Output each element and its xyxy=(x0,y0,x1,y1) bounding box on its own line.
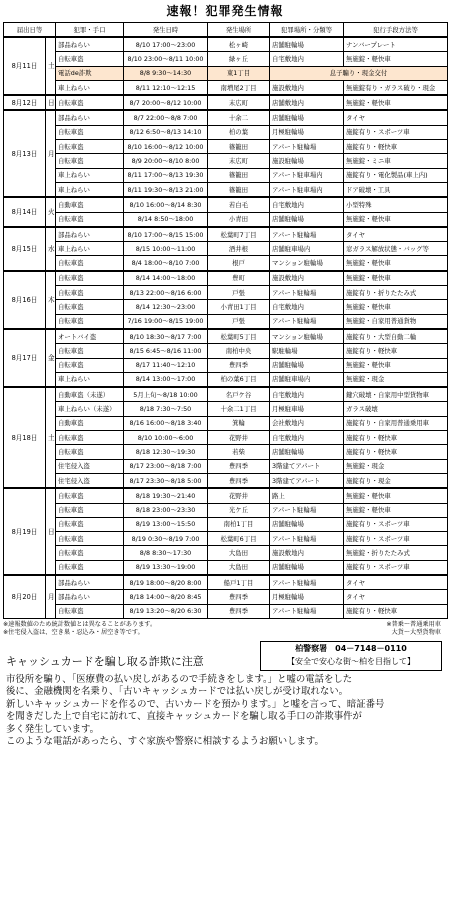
location-type-cell: マンション駐輪場 xyxy=(270,329,344,344)
weekday-cell: 土 xyxy=(46,387,56,488)
place-cell: 大島田 xyxy=(208,560,270,575)
time-cell: 8/14 13:00～17:00 xyxy=(124,372,208,387)
time-cell: 8/15 10:00～11:00 xyxy=(124,242,208,256)
method-cell: ナンバープレート xyxy=(344,37,448,52)
time-cell: 8/14 12:30～23:00 xyxy=(124,300,208,314)
table-row xyxy=(4,242,448,256)
crime-cell: 自転車盗 xyxy=(56,604,124,618)
place-cell: 緑ヶ丘 xyxy=(208,52,270,66)
table-row xyxy=(4,416,448,430)
location-type-cell: 店舗駐輪場 xyxy=(270,212,344,227)
method-cell: 無施錠・軽快車 xyxy=(344,256,448,271)
date-cell: 8月20日 xyxy=(4,575,46,618)
table-row xyxy=(4,503,448,517)
scam-title: キャッシュカードを騙し取る詐欺に注意 xyxy=(6,654,204,668)
crime-cell: 部品ねらい xyxy=(56,575,124,590)
place-cell: 豊四季 xyxy=(208,358,270,372)
table-row xyxy=(4,52,448,66)
table-row xyxy=(4,212,448,227)
time-cell: 8/19 13:00～15:50 xyxy=(124,517,208,531)
table-row xyxy=(4,358,448,372)
crime-cell: 自転車盗 xyxy=(56,488,124,503)
location-type-cell: 店舗駐車場内 xyxy=(270,242,344,256)
time-cell: 8/17 11:40～12:10 xyxy=(124,358,208,372)
location-type-cell: 施設敷地内 xyxy=(270,546,344,560)
note-abbrev-line: ※普乗～普通乗用車 xyxy=(386,620,441,628)
place-cell: 小青田1丁目 xyxy=(208,300,270,314)
place-cell: 十余二 xyxy=(208,110,270,125)
table-row xyxy=(4,488,448,503)
table-row xyxy=(4,95,448,110)
table-row xyxy=(4,590,448,604)
crime-cell: 自転車盗 xyxy=(56,212,124,227)
method-cell: 無施錠・現金 xyxy=(344,372,448,387)
location-type-cell: 月極駐輪場 xyxy=(270,590,344,604)
time-cell: 8/13 22:00～8/16 6:00 xyxy=(124,286,208,300)
method-cell: 無施錠・軽快車 xyxy=(344,212,448,227)
crime-cell: 部品ねらい xyxy=(56,590,124,604)
method-cell: タイヤ xyxy=(344,227,448,242)
weekday-cell: 日 xyxy=(46,488,56,575)
crime-table xyxy=(3,22,448,619)
time-cell: 8/8 8:30～17:30 xyxy=(124,546,208,560)
method-cell: 無施錠・軽快車 xyxy=(344,300,448,314)
table-row xyxy=(4,402,448,416)
crime-cell: 自動車盗 xyxy=(56,416,124,430)
place-cell: 光ケ丘 xyxy=(208,503,270,517)
date-cell: 8月18日 xyxy=(4,387,46,488)
place-cell: 末広町 xyxy=(208,95,270,110)
crime-cell: 自転車盗 xyxy=(56,431,124,445)
date-cell: 8月14日 xyxy=(4,197,46,227)
location-type-cell: アパート駐車場内 xyxy=(270,168,344,182)
weekday-cell: 火 xyxy=(46,197,56,227)
place-cell: 豊四季 xyxy=(208,459,270,473)
location-type-cell: アパート駐輪場 xyxy=(270,314,344,329)
method-cell: 施錠有り・軽快車 xyxy=(344,344,448,358)
location-type-cell: 施設敷地内 xyxy=(270,80,344,95)
place-cell: 戸張 xyxy=(208,314,270,329)
weekday-cell: 日 xyxy=(46,95,56,110)
place-cell: 花野井 xyxy=(208,431,270,445)
table-row xyxy=(4,387,448,402)
time-cell: 8/16 16:00～8/18 3:40 xyxy=(124,416,208,430)
crime-cell: 自転車盗 xyxy=(56,52,124,66)
crime-cell: 自転車盗 xyxy=(56,300,124,314)
location-type-cell: アパート駐車場内 xyxy=(270,182,344,197)
time-cell: 8/19 0:30～8/19 7:00 xyxy=(124,532,208,546)
place-cell: 豊四季 xyxy=(208,473,270,488)
crime-cell: 自転車盗 xyxy=(56,95,124,110)
crime-cell: 車上ねらい xyxy=(56,372,124,387)
place-cell: 南柏中央 xyxy=(208,344,270,358)
place-cell: 若柴 xyxy=(208,445,270,459)
place-cell: 豊町 xyxy=(208,271,270,286)
header-date: 届出日等 xyxy=(4,23,56,38)
crime-cell: 自転車盗 xyxy=(56,358,124,372)
table-row xyxy=(4,575,448,590)
police-contact: 柏警察署 04－7148－0110 xyxy=(295,643,407,653)
table-body xyxy=(4,37,448,618)
time-cell: 8/10 17:00～8/15 15:00 xyxy=(124,227,208,242)
header-place: 発生場所 xyxy=(208,23,270,38)
method-cell: ガラス破壊 xyxy=(344,402,448,416)
crime-cell: 自転車盗 xyxy=(56,154,124,168)
time-cell: 8/8 9:30～14:30 xyxy=(124,66,208,80)
weekday-cell: 土 xyxy=(46,37,56,95)
police-box xyxy=(260,641,442,671)
crime-cell: 自動車盗 xyxy=(56,197,124,212)
table-row xyxy=(4,604,448,618)
table-row xyxy=(4,445,448,459)
time-cell: 8/14 14:00～18:00 xyxy=(124,271,208,286)
time-cell: 8/19 13:20～8/20 6:30 xyxy=(124,604,208,618)
scam-body xyxy=(6,674,444,749)
scam-body-line: 新しいキャッシュカードを作るので、古いカードを預かります。」と嘘を言って、暗証番号 xyxy=(6,698,385,710)
method-cell: 無施錠・軽快車 xyxy=(344,52,448,66)
crime-cell: 自転車盗 xyxy=(56,314,124,329)
location-type-cell: 店舗駐車場内 xyxy=(270,372,344,387)
method-cell: 施錠有り・電化製品(車上内) xyxy=(344,168,448,182)
crime-cell: 自動車盗（未遂） xyxy=(56,387,124,402)
scam-body-line: を聞きだした上で自宅に訪れて、直接キャッシュカードを騙し取る手口の詐欺事件が xyxy=(6,711,362,723)
table-row xyxy=(4,329,448,344)
place-cell: 船戸1丁目 xyxy=(208,575,270,590)
location-type-cell: 自宅敷地内 xyxy=(270,431,344,445)
location-type-cell: 店舗駐輪場 xyxy=(270,517,344,531)
location-type-cell: 自宅敷地内 xyxy=(270,387,344,402)
note-abbrev-line: 大貨～大型貨物車 xyxy=(391,628,441,636)
method-cell: 施錠有り・スポーツ車 xyxy=(344,125,448,139)
location-type-cell: 施設駐輪場 xyxy=(270,154,344,168)
crime-cell: 住宅侵入盗 xyxy=(56,459,124,473)
crime-cell: 電話de詐欺 xyxy=(56,66,124,80)
time-cell: 8/7 22:00～8/8 7:00 xyxy=(124,110,208,125)
method-cell: 窓ガラス解放状態・バッグ等 xyxy=(344,242,448,256)
table-row xyxy=(4,140,448,154)
date-cell: 8月17日 xyxy=(4,329,46,387)
time-cell: 8/18 19:30～21:40 xyxy=(124,488,208,503)
location-type-cell: 店舗駐輪場 xyxy=(270,358,344,372)
time-cell: 8/10 17:00～23:00 xyxy=(124,37,208,52)
place-cell: 豊四季 xyxy=(208,590,270,604)
table-row xyxy=(4,517,448,531)
location-type-cell: 施設敷地内 xyxy=(270,271,344,286)
table-row xyxy=(4,80,448,95)
method-cell: 施錠有り・スポーツ車 xyxy=(344,560,448,575)
method-cell: 無施錠・現金 xyxy=(344,459,448,473)
page-title: 速報！犯罪発生情報 xyxy=(166,4,284,18)
place-cell: 南増尾2丁目 xyxy=(208,80,270,95)
scam-body-line: 多く発生しています。 xyxy=(6,723,99,735)
place-cell: 篠籠田 xyxy=(208,168,270,182)
table-row xyxy=(4,182,448,197)
place-cell: 東1丁目 xyxy=(208,66,270,80)
crime-cell: 車上ねらい xyxy=(56,182,124,197)
place-cell: 酒井根 xyxy=(208,242,270,256)
crime-cell: 車上ねらい xyxy=(56,242,124,256)
table-row xyxy=(4,125,448,139)
location-type-cell: 店舗駐輪場 xyxy=(270,110,344,125)
scam-body-line: 後に、金融機関を名乗り、「古いキャッシュカードでは払い戻しが受け取れない。 xyxy=(6,686,348,698)
method-cell: ドア破壊・工具 xyxy=(344,182,448,197)
location-type-cell: アパート駐輪場 xyxy=(270,227,344,242)
table-row xyxy=(4,168,448,182)
crime-cell: 自転車盗 xyxy=(56,503,124,517)
place-cell: 豊四季 xyxy=(208,604,270,618)
location-type-cell: アパート駐輪場 xyxy=(270,286,344,300)
time-cell: 8/14 8:50～18:00 xyxy=(124,212,208,227)
crime-cell: 自転車盗 xyxy=(56,140,124,154)
place-cell: 大島田 xyxy=(208,546,270,560)
method-cell: 施錠有り・大型自動二輪 xyxy=(344,329,448,344)
method-cell: 施錠有り・軽快車 xyxy=(344,604,448,618)
header-method: 犯行手段方法等 xyxy=(344,23,448,38)
weekday-cell: 金 xyxy=(46,329,56,387)
weekday-cell: 月 xyxy=(46,110,56,197)
method-cell: 施錠有り・自家用普通乗用車 xyxy=(344,416,448,430)
method-cell: 無施錠・軽快車 xyxy=(344,95,448,110)
location-type-cell: 会社敷地内 xyxy=(270,416,344,430)
place-cell: 小青田 xyxy=(208,212,270,227)
scam-body-line: このような電話があったら、すぐ家族や警察に相談するようお願いします。 xyxy=(6,736,324,748)
weekday-cell: 木 xyxy=(46,271,56,329)
table-row xyxy=(4,271,448,286)
place-cell: 松葉町7丁目 xyxy=(208,227,270,242)
table-row xyxy=(4,110,448,125)
time-cell: 8/11 12:10～12:15 xyxy=(124,80,208,95)
time-cell: 8/10 16:00～8/14 8:30 xyxy=(124,197,208,212)
date-cell: 8月12日 xyxy=(4,95,46,110)
time-cell: 8/11 19:30～8/13 21:00 xyxy=(124,182,208,197)
crime-cell: 自転車盗 xyxy=(56,256,124,271)
location-type-cell: 息子騙り・現金交付 xyxy=(270,66,448,80)
crime-cell: 部品ねらい xyxy=(56,227,124,242)
weekday-cell: 月 xyxy=(46,575,56,618)
date-cell: 8月11日 xyxy=(4,37,46,95)
place-cell: 柏の葉 xyxy=(208,125,270,139)
time-cell: 7/16 19:00～8/15 19:00 xyxy=(124,314,208,329)
location-type-cell: 月極駐車場 xyxy=(270,402,344,416)
place-cell: 花野井 xyxy=(208,488,270,503)
place-cell: 松ヶ崎 xyxy=(208,37,270,52)
method-cell: 無施錠・ミニ車 xyxy=(344,154,448,168)
method-cell: 無施錠・軽快車 xyxy=(344,358,448,372)
table-row xyxy=(4,286,448,300)
crime-cell: オートバイ盗 xyxy=(56,329,124,344)
note-line: ※速報数値のため統計数値とは異なることがあります。 xyxy=(3,620,157,628)
crime-cell: 部品ねらい xyxy=(56,37,124,52)
header-time: 発生日時 xyxy=(124,23,208,38)
table-row xyxy=(4,314,448,329)
header-crime: 犯罪・手口 xyxy=(56,23,124,38)
table-row xyxy=(4,154,448,168)
crime-cell: 自転車盗 xyxy=(56,532,124,546)
time-cell: 5月上旬～8/18 10:00 xyxy=(124,387,208,402)
location-type-cell: 3階建てアパート xyxy=(270,473,344,488)
time-cell: 8/10 16:00～8/12 10:00 xyxy=(124,140,208,154)
header-location-type: 犯罪場所・分類等 xyxy=(270,23,344,38)
crime-cell: 車上ねらい xyxy=(56,80,124,95)
method-cell: 小型特殊 xyxy=(344,197,448,212)
time-cell: 8/18 23:00～23:30 xyxy=(124,503,208,517)
table-header xyxy=(4,23,448,38)
crime-cell: 自転車盗 xyxy=(56,517,124,531)
location-type-cell: 自宅敷地内 xyxy=(270,52,344,66)
time-cell: 8/11 17:00～8/13 19:30 xyxy=(124,168,208,182)
crime-cell: 自転車盗 xyxy=(56,445,124,459)
time-cell: 8/10 23:00～8/11 10:00 xyxy=(124,52,208,66)
place-cell: 十余二1丁目 xyxy=(208,402,270,416)
place-cell: 若白毛 xyxy=(208,197,270,212)
crime-cell: 自転車盗 xyxy=(56,546,124,560)
method-cell: 無施錠・軽快車 xyxy=(344,503,448,517)
crime-cell: 自転車盗 xyxy=(56,286,124,300)
table-row xyxy=(4,546,448,560)
place-cell: 篠籠田 xyxy=(208,182,270,197)
location-type-cell: 店舗駐輪場 xyxy=(270,445,344,459)
table-row xyxy=(4,227,448,242)
crime-cell: 自転車盗 xyxy=(56,560,124,575)
location-type-cell: 駅駐輪場 xyxy=(270,344,344,358)
crime-cell: 住宅侵入盗 xyxy=(56,473,124,488)
location-type-cell: アパート駐輪場 xyxy=(270,575,344,590)
table-row xyxy=(4,431,448,445)
method-cell: 施錠有り・現金 xyxy=(344,473,448,488)
notes-abbrev xyxy=(386,621,441,637)
method-cell: 無施錠・軽快車 xyxy=(344,488,448,503)
location-type-cell: アパート駐輪場 xyxy=(270,604,344,618)
table-row xyxy=(4,66,448,80)
place-cell: 松葉町5丁目 xyxy=(208,329,270,344)
method-cell: タイヤ xyxy=(344,110,448,125)
method-cell: 無施錠有り・ガラス破り・現金 xyxy=(344,80,448,95)
crime-cell: 車上ねらい（未遂） xyxy=(56,402,124,416)
time-cell: 8/19 13:30～19:00 xyxy=(124,560,208,575)
time-cell: 8/18 7:30～7:50 xyxy=(124,402,208,416)
time-cell: 8/4 18:00～8/10 7:00 xyxy=(124,256,208,271)
time-cell: 8/19 18:00～8/20 8:00 xyxy=(124,575,208,590)
time-cell: 8/10 10:00～6:00 xyxy=(124,431,208,445)
method-cell: 無施錠・自家用普通貨物 xyxy=(344,314,448,329)
place-cell: 篠籠田 xyxy=(208,140,270,154)
table-row xyxy=(4,256,448,271)
method-cell: 鍵穴破壊・自家用中型貨物車 xyxy=(344,387,448,402)
method-cell: タイヤ xyxy=(344,575,448,590)
method-cell: タイヤ xyxy=(344,590,448,604)
crime-cell: 自転車盗 xyxy=(56,125,124,139)
location-type-cell: アパート駐輪場 xyxy=(270,532,344,546)
time-cell: 8/17 23:00～8/18 7:00 xyxy=(124,459,208,473)
time-cell: 8/15 6:45～8/16 11:00 xyxy=(124,344,208,358)
location-type-cell: 店舗駐輪場 xyxy=(270,560,344,575)
place-cell: 根戸 xyxy=(208,256,270,271)
place-cell: 松葉町6丁目 xyxy=(208,532,270,546)
time-cell: 8/18 12:30～19:30 xyxy=(124,445,208,459)
time-cell: 8/12 6:50～8/13 14:10 xyxy=(124,125,208,139)
crime-cell: 自転車盗 xyxy=(56,344,124,358)
method-cell: 施錠有り・軽快車 xyxy=(344,445,448,459)
time-cell: 8/18 14:00～8/20 8:45 xyxy=(124,590,208,604)
table-row xyxy=(4,560,448,575)
notes xyxy=(3,621,447,637)
method-cell: 施錠有り・スポーツ車 xyxy=(344,532,448,546)
method-cell: 施錠有り・スポーツ車 xyxy=(344,517,448,531)
table-row xyxy=(4,473,448,488)
place-cell: 箕輪 xyxy=(208,416,270,430)
weekday-cell: 水 xyxy=(46,227,56,271)
table-row xyxy=(4,459,448,473)
method-cell: 無施錠・折りたたみ式 xyxy=(344,546,448,560)
table-row xyxy=(4,300,448,314)
method-cell: 施錠有り・軽快車 xyxy=(344,140,448,154)
crime-cell: 自転車盗 xyxy=(56,271,124,286)
date-cell: 8月19日 xyxy=(4,488,46,575)
scam-body-line: 市役所を騙り、「医療費の払い戻しがあるので手続きをします。」と嘘の電話をした xyxy=(6,673,353,685)
note-line: ※住宅侵入盗は、空き巣・忍込み・居空き等です。 xyxy=(3,628,144,636)
table-row xyxy=(4,197,448,212)
date-cell: 8月16日 xyxy=(4,271,46,329)
date-cell: 8月13日 xyxy=(4,110,46,197)
time-cell: 8/10 18:30～8/17 7:00 xyxy=(124,329,208,344)
location-type-cell: 3階建てアパート xyxy=(270,459,344,473)
table-row xyxy=(4,344,448,358)
method-cell: 施錠有り・折りたたみ式 xyxy=(344,286,448,300)
location-type-cell: アパート駐輪場 xyxy=(270,140,344,154)
place-cell: 末広町 xyxy=(208,154,270,168)
location-type-cell: マンション駐輪場 xyxy=(270,256,344,271)
method-cell: 無施錠・軽快車 xyxy=(344,271,448,286)
table-row xyxy=(4,37,448,52)
table-row xyxy=(4,532,448,546)
time-cell: 8/17 23:30～8/18 5:00 xyxy=(124,473,208,488)
place-cell: 名戸ケ谷 xyxy=(208,387,270,402)
crime-cell: 部品ねらい xyxy=(56,110,124,125)
time-cell: 8/9 20:00～8/10 8:00 xyxy=(124,154,208,168)
location-type-cell: アパート駐輪場 xyxy=(270,503,344,517)
bottom-section xyxy=(0,641,450,671)
location-type-cell: 月極駐輪場 xyxy=(270,125,344,139)
police-slogan: 【安全で安心な街～柏を目指して】 xyxy=(287,656,415,666)
method-cell: 施錠有り・軽快車 xyxy=(344,431,448,445)
time-cell: 8/7 20:00～8/12 10:00 xyxy=(124,95,208,110)
location-type-cell: 店舗敷地内 xyxy=(270,95,344,110)
date-cell: 8月15日 xyxy=(4,227,46,271)
location-type-cell: 自宅敷地内 xyxy=(270,197,344,212)
place-cell: 柏の葉6丁目 xyxy=(208,372,270,387)
location-type-cell: 店舗駐輪場 xyxy=(270,37,344,52)
crime-cell: 車上ねらい xyxy=(56,168,124,182)
location-type-cell: 路上 xyxy=(270,488,344,503)
table-row xyxy=(4,372,448,387)
location-type-cell: 自宅敷地内 xyxy=(270,300,344,314)
place-cell: 戸張 xyxy=(208,286,270,300)
place-cell: 南柏1丁目 xyxy=(208,517,270,531)
